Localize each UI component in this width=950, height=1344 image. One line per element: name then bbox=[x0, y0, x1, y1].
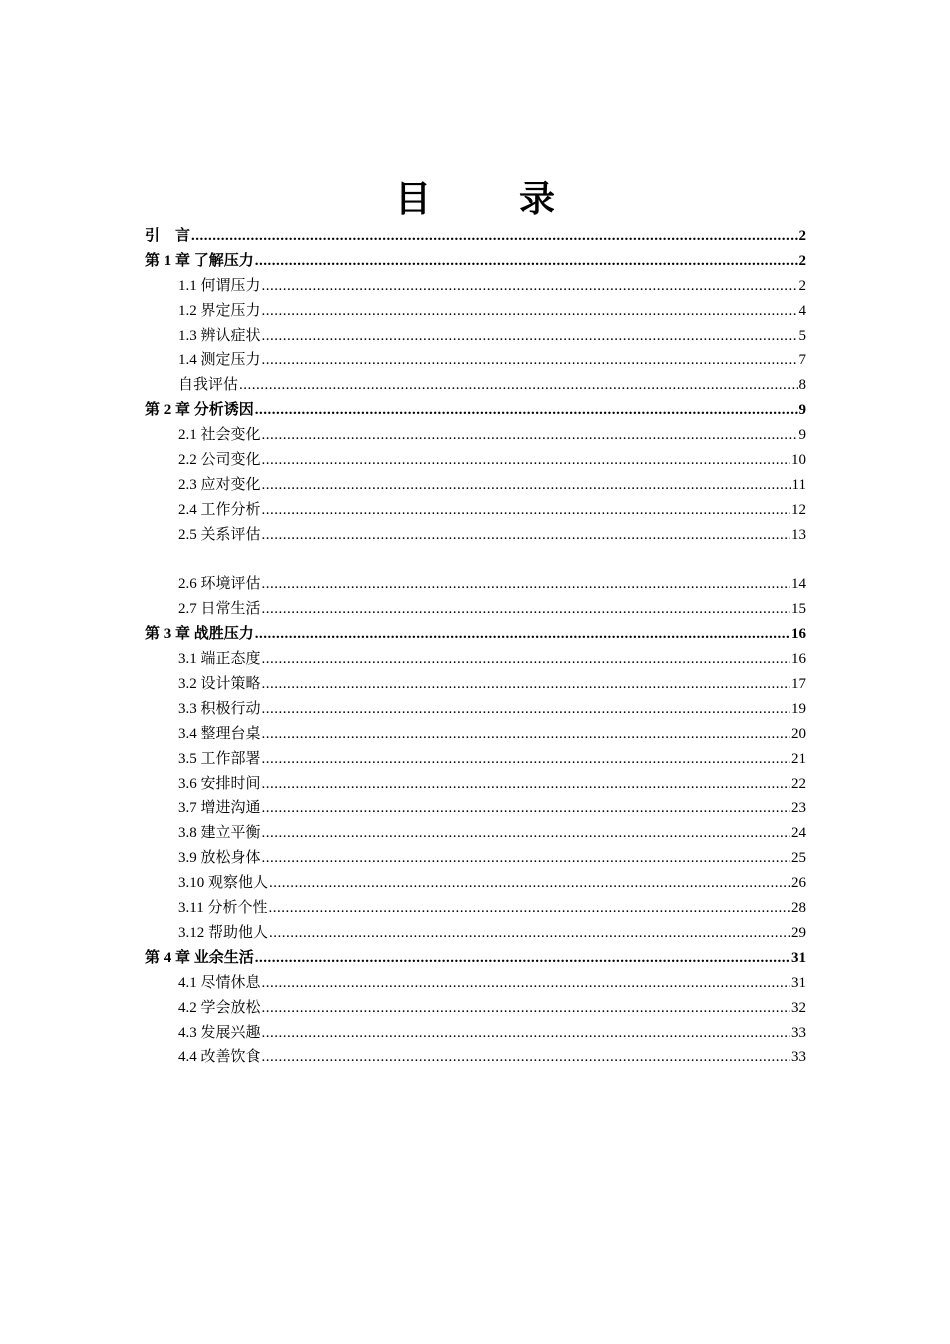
toc-dot-leader bbox=[262, 647, 790, 672]
toc-dot-leader bbox=[262, 423, 798, 448]
toc-title: 目 录 bbox=[394, 179, 581, 219]
toc-entry-label: 2.7 日常生活 bbox=[178, 601, 261, 618]
toc-dot-leader bbox=[262, 796, 790, 821]
toc-entry-label: 1.2 界定压力 bbox=[178, 302, 261, 319]
toc-section-entry[interactable] bbox=[145, 348, 806, 373]
toc-entry-page-number: 2 bbox=[798, 277, 806, 294]
toc-chapter-entry[interactable] bbox=[145, 224, 806, 249]
toc-entry-label: 3.11 分析个性 bbox=[178, 900, 268, 917]
toc-section-entry[interactable] bbox=[145, 373, 806, 398]
toc-dot-leader bbox=[262, 846, 790, 871]
toc-entry-page-number: 26 bbox=[791, 875, 806, 892]
toc-dot-leader bbox=[262, 672, 790, 697]
toc-entry-label: 2.3 应对变化 bbox=[178, 476, 261, 493]
toc-dot-leader bbox=[262, 473, 791, 498]
toc-entry-label: 第 3 章 战胜压力 bbox=[145, 626, 254, 643]
toc-entry-label: 2.5 关系评估 bbox=[178, 526, 261, 543]
toc-entry-label: 1.1 何谓压力 bbox=[178, 277, 261, 294]
toc-dot-leader bbox=[262, 1045, 790, 1070]
toc-chapter-entry[interactable] bbox=[145, 398, 806, 423]
toc-entry-page-number: 2 bbox=[798, 252, 806, 269]
toc-section-entry[interactable] bbox=[145, 1045, 806, 1070]
toc-section-entry[interactable] bbox=[145, 1021, 806, 1046]
toc-entry-page-number: 16 bbox=[791, 626, 806, 643]
toc-dot-leader bbox=[255, 946, 790, 971]
toc-entry-page-number: 10 bbox=[791, 452, 806, 469]
toc-dot-leader bbox=[269, 871, 790, 896]
toc-dot-leader bbox=[262, 523, 790, 548]
toc-entry-label: 3.2 设计策略 bbox=[178, 676, 261, 693]
toc-entry-label: 3.8 建立平衡 bbox=[178, 825, 261, 842]
toc-entry-label: 4.3 发展兴趣 bbox=[178, 1024, 261, 1041]
toc-section-entry[interactable] bbox=[145, 572, 806, 597]
toc-entry-page-number: 22 bbox=[791, 775, 806, 792]
toc-dot-leader bbox=[262, 299, 798, 324]
toc-section-entry[interactable] bbox=[145, 672, 806, 697]
toc-entry-label: 2.4 工作分析 bbox=[178, 501, 261, 518]
toc-entry-page-number: 17 bbox=[791, 676, 806, 693]
toc-entry-label: 引 言 bbox=[145, 228, 191, 244]
toc-dot-leader bbox=[262, 697, 790, 722]
toc-entry-page-number: 12 bbox=[791, 501, 806, 518]
toc-entry-page-number: 14 bbox=[791, 576, 806, 593]
toc-dot-leader bbox=[262, 821, 790, 846]
toc-dot-leader bbox=[262, 722, 790, 747]
toc-chapter-entry[interactable] bbox=[145, 946, 806, 971]
toc-entry-page-number: 8 bbox=[798, 377, 806, 394]
toc-entry-label: 3.4 整理台桌 bbox=[178, 725, 261, 742]
toc-entry-label: 3.12 帮助他人 bbox=[178, 924, 269, 941]
toc-entry-page-number: 20 bbox=[791, 725, 806, 742]
toc-entry-label: 第 2 章 分析诱因 bbox=[145, 402, 254, 419]
toc-entry-label: 3.10 观察他人 bbox=[178, 875, 269, 892]
toc-entry-page-number: 29 bbox=[791, 924, 806, 941]
toc-section-entry[interactable] bbox=[145, 498, 806, 523]
toc-entry-page-number: 9 bbox=[798, 402, 806, 419]
toc-dot-leader bbox=[262, 747, 790, 772]
toc-entry-page-number: 31 bbox=[791, 974, 806, 991]
toc-dot-leader bbox=[262, 1021, 790, 1046]
toc-entry-label: 1.3 辨认症状 bbox=[178, 327, 261, 344]
toc-section-entry[interactable] bbox=[145, 921, 806, 946]
toc-section-entry[interactable] bbox=[145, 647, 806, 672]
toc-section-entry[interactable] bbox=[145, 448, 806, 473]
toc-section-entry[interactable] bbox=[145, 722, 806, 747]
toc-entry-label: 3.3 积极行动 bbox=[178, 700, 261, 717]
toc-dot-leader bbox=[262, 772, 790, 797]
toc-entry-label: 3.6 安排时间 bbox=[178, 775, 261, 792]
toc-entry-page-number: 33 bbox=[791, 1024, 806, 1041]
toc-entry-page-number: 19 bbox=[791, 700, 806, 717]
toc-entry-page-number: 5 bbox=[798, 327, 806, 344]
toc-entry-label: 3.9 放松身体 bbox=[178, 850, 261, 867]
toc-dot-leader bbox=[255, 398, 798, 423]
toc-entry-page-number: 15 bbox=[791, 601, 806, 618]
toc-entry-page-number: 13 bbox=[791, 526, 806, 543]
toc-dot-leader bbox=[262, 572, 790, 597]
toc-dot-leader bbox=[262, 274, 798, 299]
toc-section-entry[interactable] bbox=[145, 473, 806, 498]
toc-section-entry[interactable] bbox=[145, 423, 806, 448]
toc-section-entry[interactable] bbox=[145, 846, 806, 871]
toc-section-entry[interactable] bbox=[145, 299, 806, 324]
toc-chapter-entry[interactable] bbox=[145, 249, 806, 274]
toc-entry-page-number: 4 bbox=[798, 302, 806, 319]
toc-section-entry[interactable] bbox=[145, 871, 806, 896]
toc-section-entry[interactable] bbox=[145, 996, 806, 1021]
toc-dot-leader bbox=[268, 896, 790, 921]
toc-entry-page-number: 9 bbox=[798, 427, 806, 444]
toc-entry-page-number: 28 bbox=[791, 900, 806, 917]
toc-entry-label: 2.2 公司变化 bbox=[178, 452, 261, 469]
toc-chapter-entry[interactable] bbox=[145, 622, 806, 647]
toc-entry-label: 第 1 章 了解压力 bbox=[145, 252, 254, 269]
toc-section-entry[interactable] bbox=[145, 274, 806, 299]
toc-section-entry[interactable] bbox=[145, 697, 806, 722]
toc-dot-leader bbox=[262, 498, 790, 523]
toc-section-entry[interactable] bbox=[145, 772, 806, 797]
toc-entry-label: 4.1 尽情休息 bbox=[178, 974, 261, 991]
toc-dot-leader bbox=[255, 622, 790, 647]
toc-entry-label: 自我评估 bbox=[178, 377, 239, 394]
toc-dot-leader bbox=[262, 448, 790, 473]
toc-section-entry[interactable] bbox=[145, 747, 806, 772]
toc-dot-leader bbox=[262, 324, 798, 349]
toc-entry-page-number: 2 bbox=[798, 228, 806, 244]
toc-section-entry[interactable] bbox=[145, 324, 806, 349]
toc-entry-label: 2.6 环境评估 bbox=[178, 576, 261, 593]
toc-entry-page-number: 24 bbox=[791, 825, 806, 842]
toc-entry-page-number: 21 bbox=[791, 750, 806, 767]
toc-entry-label: 第 4 章 业余生活 bbox=[145, 949, 254, 966]
toc-entry-page-number: 11 bbox=[791, 476, 806, 493]
toc-entry-label: 2.1 社会变化 bbox=[178, 427, 261, 444]
toc-entry-page-number: 33 bbox=[791, 1049, 806, 1066]
toc-entry-label: 3.1 端正态度 bbox=[178, 651, 261, 668]
toc-section-entry[interactable] bbox=[145, 796, 806, 821]
toc-entry-page-number: 23 bbox=[791, 800, 806, 817]
toc-section-entry[interactable] bbox=[145, 597, 806, 622]
toc-entry-label: 1.4 测定压力 bbox=[178, 352, 261, 369]
toc-dot-leader bbox=[255, 249, 798, 274]
toc-section-entry[interactable] bbox=[145, 971, 806, 996]
toc-dot-leader bbox=[239, 373, 797, 398]
toc-dot-leader bbox=[269, 921, 790, 946]
toc-entry-page-number: 31 bbox=[791, 949, 806, 966]
toc-entry-page-number: 32 bbox=[791, 999, 806, 1016]
toc-list bbox=[145, 224, 806, 1070]
toc-dot-leader bbox=[262, 597, 790, 622]
toc-dot-leader bbox=[262, 348, 798, 373]
toc-entry-label: 3.5 工作部署 bbox=[178, 750, 261, 767]
toc-section-entry[interactable] bbox=[145, 523, 806, 548]
toc-dot-leader bbox=[191, 224, 797, 249]
toc-section-entry[interactable] bbox=[145, 896, 806, 921]
toc-entry-label: 4.4 改善饮食 bbox=[178, 1049, 261, 1066]
toc-entry-label: 4.2 学会放松 bbox=[178, 999, 261, 1016]
toc-entry-page-number: 16 bbox=[791, 651, 806, 668]
toc-entry-page-number: 25 bbox=[791, 850, 806, 867]
toc-entry-page-number: 7 bbox=[798, 352, 806, 369]
toc-dot-leader bbox=[262, 996, 790, 1021]
toc-section-entry[interactable] bbox=[145, 821, 806, 846]
toc-dot-leader bbox=[262, 971, 790, 996]
toc-entry-label: 3.7 增进沟通 bbox=[178, 800, 261, 817]
